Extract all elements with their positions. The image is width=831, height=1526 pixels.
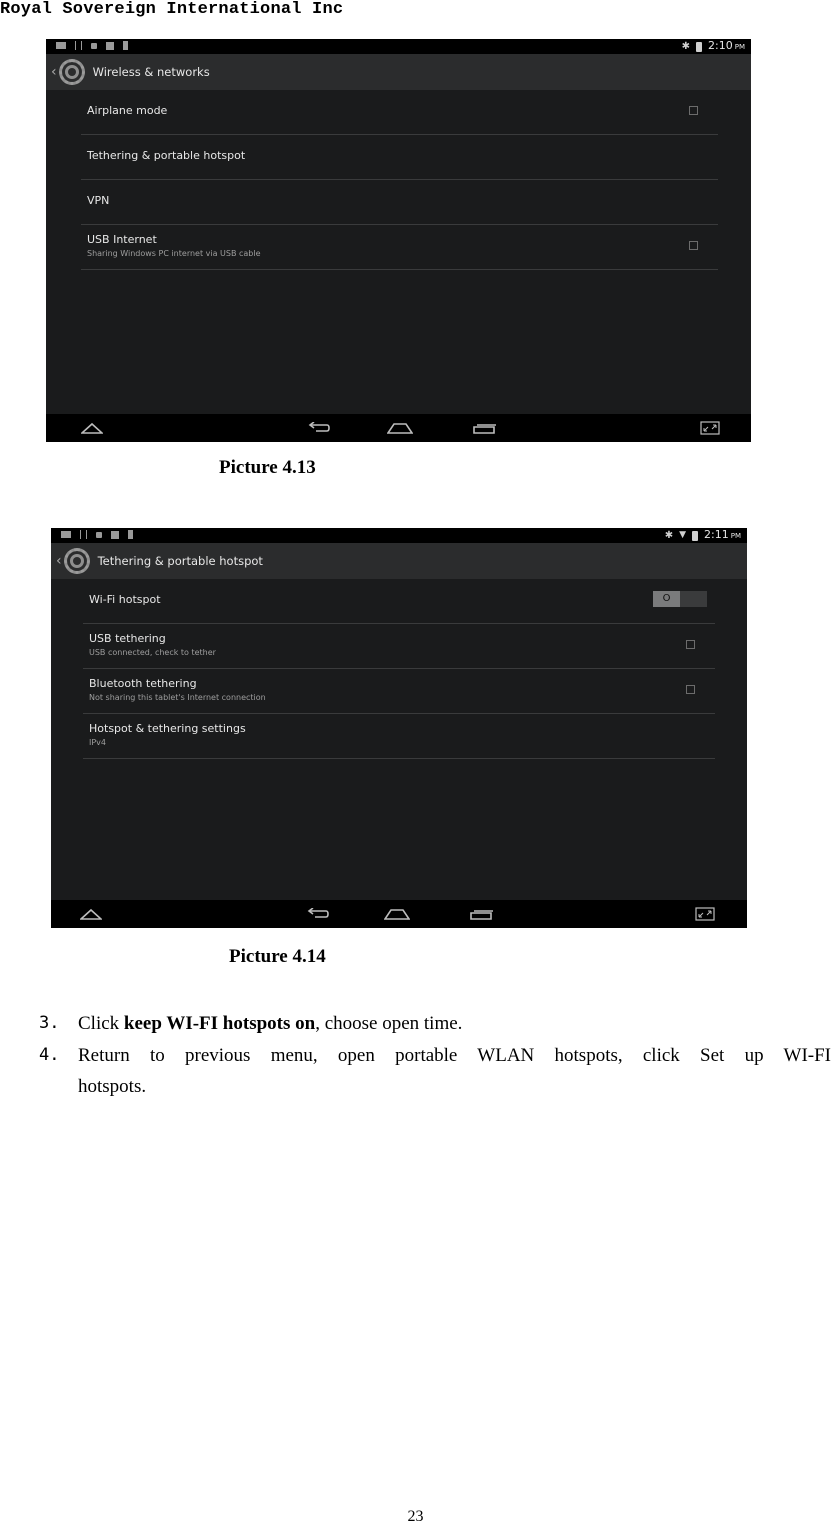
action-bar bbox=[51, 543, 747, 579]
email-icon bbox=[56, 42, 66, 49]
row-title: USB tethering bbox=[89, 632, 166, 645]
row-subtitle: Not sharing this tablet's Internet connection bbox=[89, 693, 266, 702]
settings-row-tethering[interactable] bbox=[81, 135, 718, 180]
airplane-mode-checkbox[interactable] bbox=[689, 106, 698, 115]
row-title: Bluetooth tethering bbox=[89, 677, 197, 690]
step-text-line2: hotspots. bbox=[78, 1076, 147, 1097]
step-number: 4. bbox=[39, 1045, 60, 1065]
recent-apps-icon[interactable] bbox=[467, 900, 495, 928]
settings-row-airplane-mode[interactable] bbox=[81, 90, 718, 135]
image-icon bbox=[106, 42, 114, 50]
wifi-icon: ▼ bbox=[679, 530, 687, 540]
step-4 bbox=[39, 1040, 831, 1102]
step-text-line1: Return to previous menu, open portable WLAN hotspots, click Set up WI-FI bbox=[78, 1045, 831, 1066]
lock-icon bbox=[91, 43, 97, 49]
step-number: 3. bbox=[39, 1013, 60, 1033]
settings-gear-icon[interactable] bbox=[64, 548, 90, 574]
bluetooth-tethering-checkbox[interactable] bbox=[686, 685, 695, 694]
battery-icon bbox=[692, 531, 698, 541]
settings-row-hotspot-settings[interactable] bbox=[83, 714, 715, 759]
navigation-bar bbox=[51, 900, 747, 928]
status-time: 2:11 PM bbox=[704, 528, 741, 541]
hide-bar-icon[interactable] bbox=[79, 900, 103, 928]
up-chevron-icon[interactable]: ‹ bbox=[51, 64, 57, 80]
document-header: Royal Sovereign International Inc bbox=[0, 0, 344, 19]
screenshot-tethering-hotspot bbox=[51, 528, 747, 928]
action-bar-title: Wireless & networks bbox=[92, 65, 210, 79]
bluetooth-icon: ✱ bbox=[681, 41, 691, 52]
recent-apps-icon[interactable] bbox=[470, 414, 498, 442]
step-3 bbox=[39, 1008, 831, 1039]
row-title: Hotspot & tethering settings bbox=[89, 722, 246, 735]
step-text: Click keep WI-FI hotspots on, choose open time. bbox=[78, 1013, 463, 1034]
notification-icons bbox=[56, 41, 128, 50]
storage-icon bbox=[123, 41, 128, 50]
usb-internet-checkbox[interactable] bbox=[689, 241, 698, 250]
fullscreen-icon[interactable] bbox=[698, 414, 722, 442]
fullscreen-icon[interactable] bbox=[693, 900, 717, 928]
up-chevron-icon[interactable]: ‹ bbox=[56, 553, 62, 569]
email-icon bbox=[61, 531, 71, 538]
navigation-bar bbox=[46, 414, 751, 442]
action-bar-title: Tethering & portable hotspot bbox=[97, 554, 263, 568]
usb-icon bbox=[80, 530, 87, 539]
row-title: VPN bbox=[87, 194, 110, 207]
settings-row-wifi-hotspot[interactable] bbox=[83, 579, 715, 624]
back-icon[interactable] bbox=[303, 900, 331, 928]
wifi-hotspot-toggle[interactable] bbox=[653, 591, 707, 607]
battery-icon bbox=[696, 42, 702, 52]
toggle-knob: O bbox=[653, 591, 680, 607]
row-title: Tethering & portable hotspot bbox=[87, 149, 246, 162]
caption-picture-4-14: Picture 4.14 bbox=[229, 946, 326, 967]
screenshot-wireless-networks bbox=[46, 39, 751, 442]
row-title: USB Internet bbox=[87, 233, 157, 246]
action-bar bbox=[46, 54, 751, 90]
status-bar bbox=[51, 528, 747, 543]
usb-tethering-checkbox[interactable] bbox=[686, 640, 695, 649]
home-icon[interactable] bbox=[383, 900, 411, 928]
settings-row-vpn[interactable] bbox=[81, 180, 718, 225]
bluetooth-icon: ✱ bbox=[664, 530, 674, 541]
image-icon bbox=[111, 531, 119, 539]
settings-row-bluetooth-tethering[interactable] bbox=[83, 669, 715, 714]
hide-bar-icon[interactable] bbox=[80, 414, 104, 442]
settings-row-usb-tethering[interactable] bbox=[83, 624, 715, 669]
row-subtitle: IPv4 bbox=[89, 738, 107, 747]
step-bold-text: keep WI-FI hotspots on bbox=[123, 1013, 316, 1034]
status-right bbox=[682, 39, 745, 54]
row-subtitle: Sharing Windows PC internet via USB cable bbox=[87, 249, 261, 258]
settings-gear-icon[interactable] bbox=[59, 59, 85, 85]
status-time: 2:10 PM bbox=[708, 39, 745, 52]
usb-icon bbox=[75, 41, 82, 50]
status-right bbox=[665, 528, 741, 543]
settings-list bbox=[81, 90, 718, 270]
settings-row-usb-internet[interactable] bbox=[81, 225, 718, 270]
home-icon[interactable] bbox=[386, 414, 414, 442]
row-subtitle: USB connected, check to tether bbox=[89, 648, 216, 657]
row-title: Airplane mode bbox=[87, 104, 168, 117]
notification-icons bbox=[61, 530, 133, 539]
back-icon[interactable] bbox=[304, 414, 332, 442]
storage-icon bbox=[128, 530, 133, 539]
page-number: 23 bbox=[407, 1508, 424, 1525]
settings-list bbox=[83, 579, 715, 759]
row-title: Wi-Fi hotspot bbox=[89, 593, 161, 606]
caption-picture-4-13: Picture 4.13 bbox=[219, 457, 316, 478]
lock-icon bbox=[96, 532, 102, 538]
status-bar bbox=[46, 39, 751, 54]
